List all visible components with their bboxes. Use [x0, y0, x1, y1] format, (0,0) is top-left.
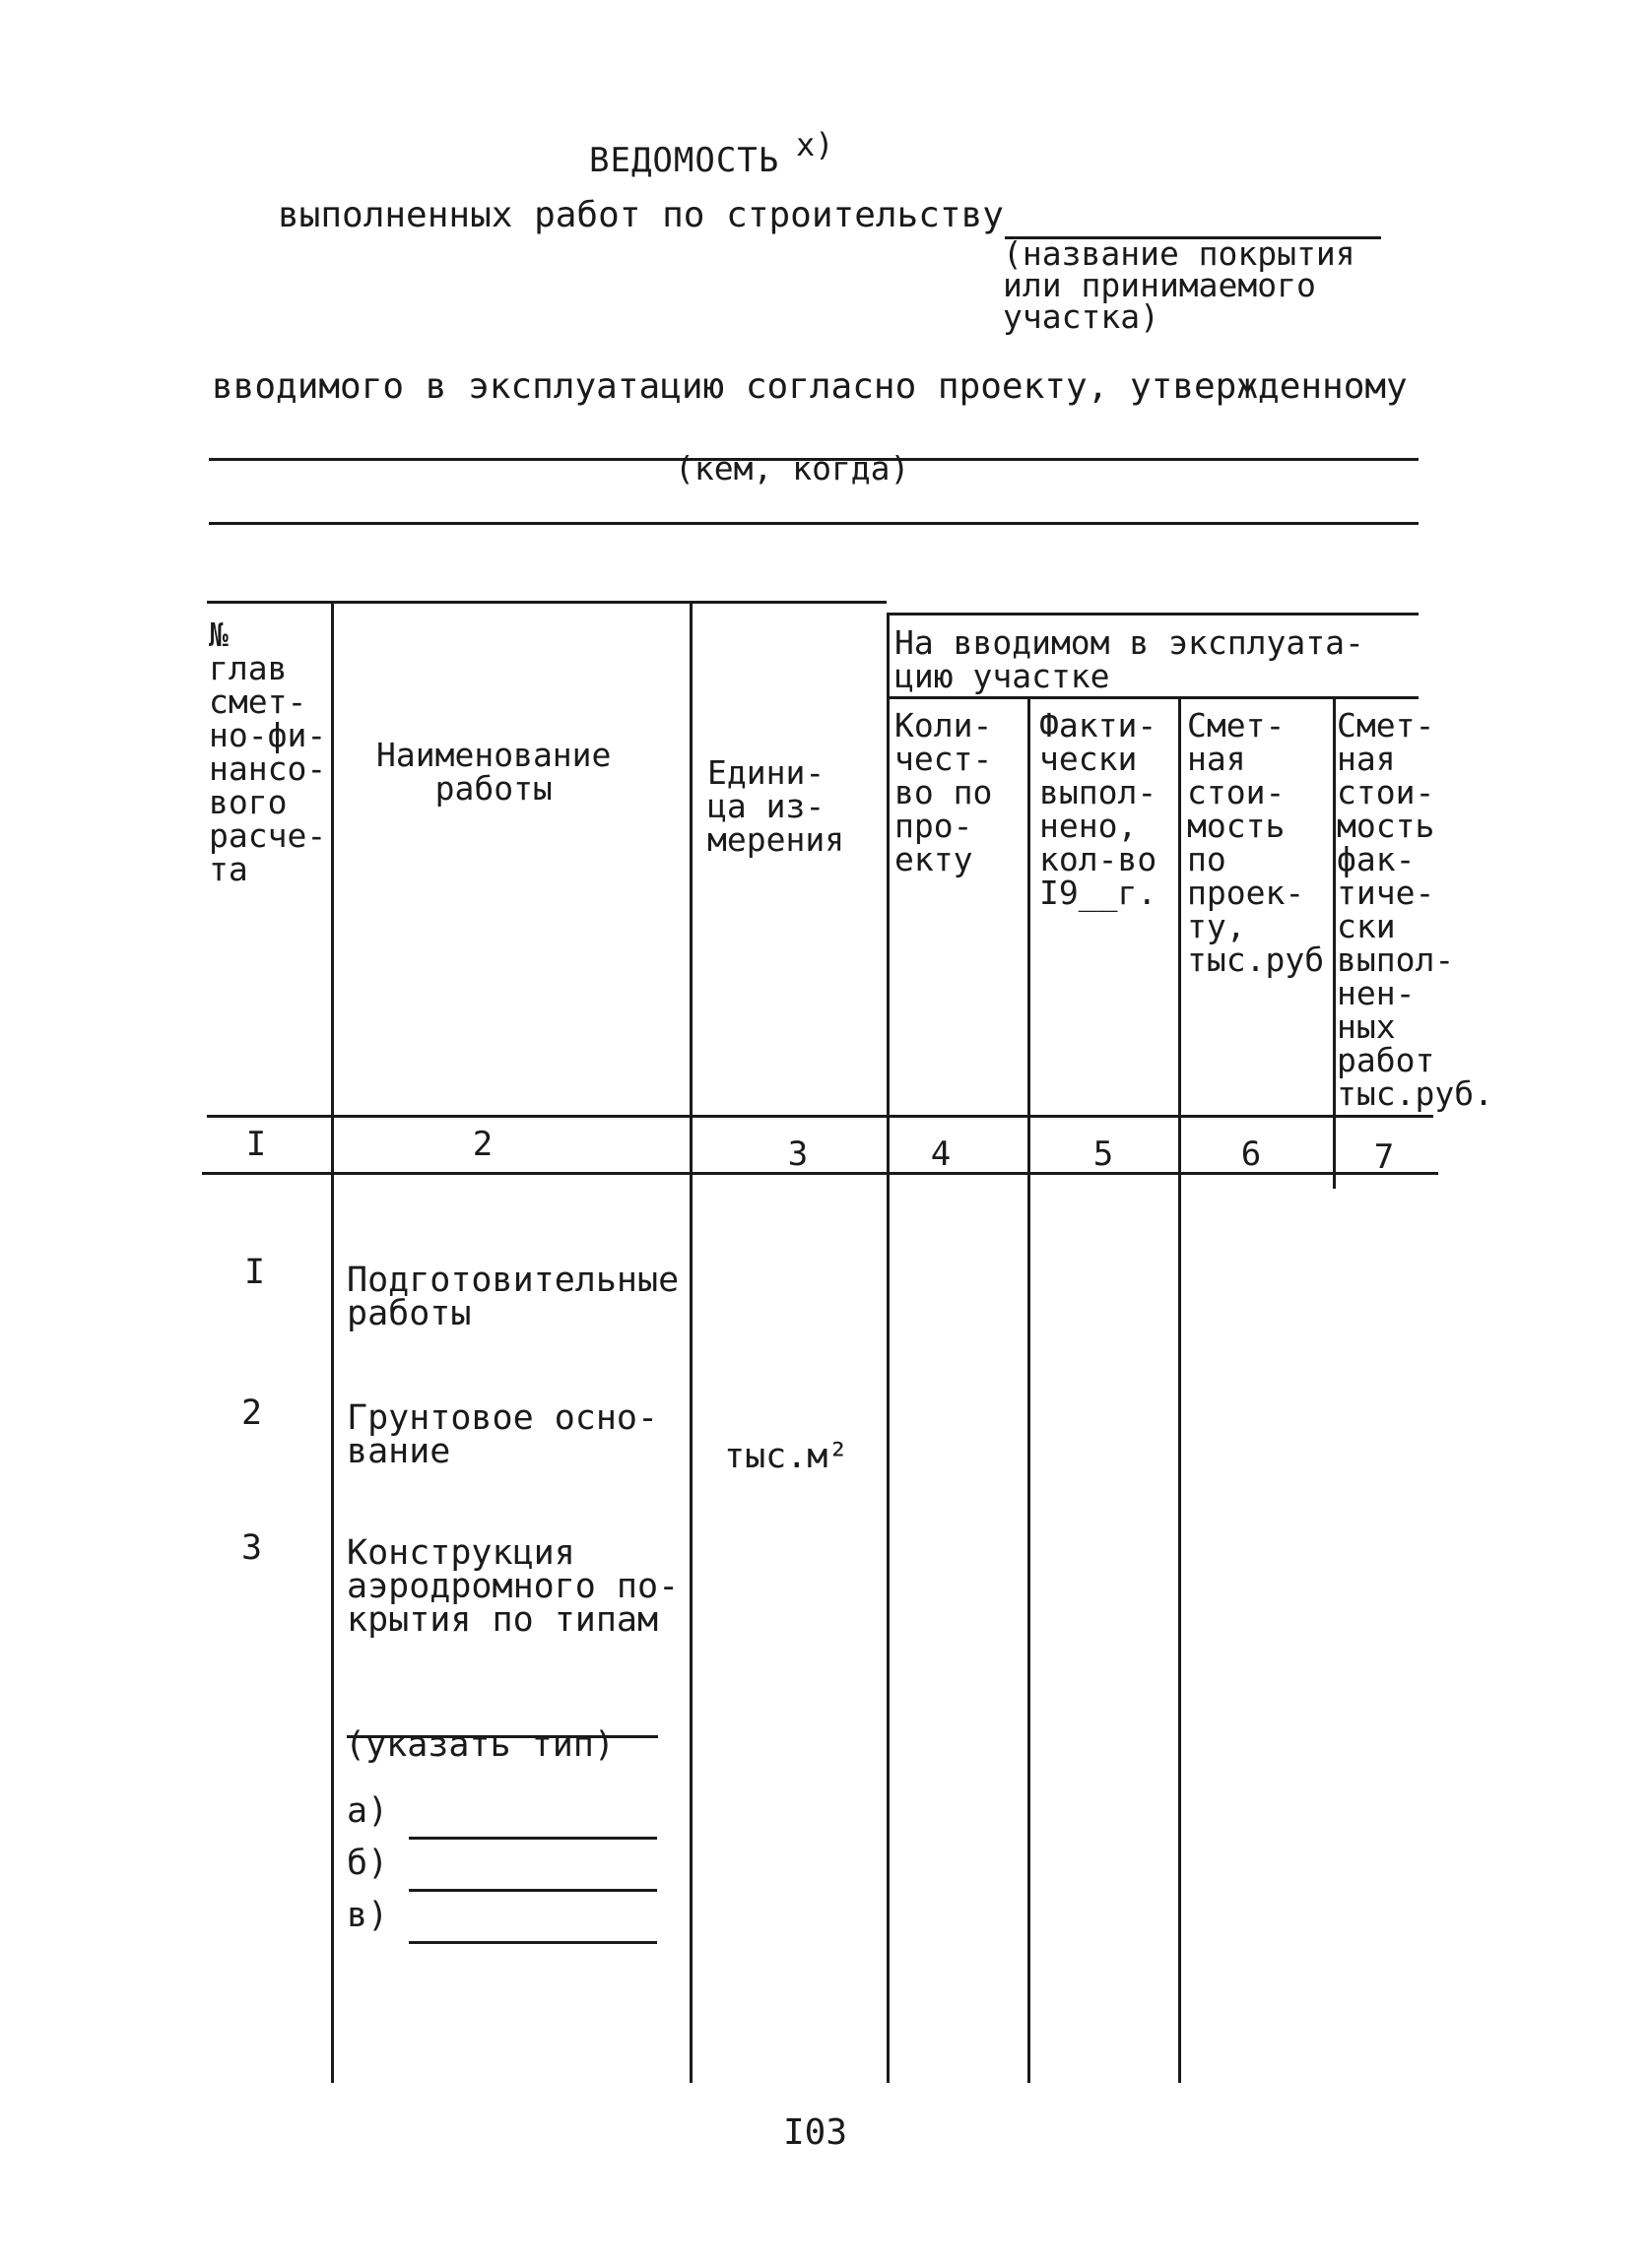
header-work-name: Наименование работы — [376, 736, 612, 808]
cover-name-caption: (название покрытия или принимаемого участка) — [1003, 234, 1355, 336]
table-top-border-left — [207, 601, 887, 604]
col-divider-4 — [1027, 696, 1030, 2083]
header-actual-done: Факти- чески выпол- нено, кол-во I9__г. — [1039, 706, 1157, 912]
header-estimated-cost-actual: Смет- ная стои- мость фак- тиче- ски выпол- нен- ных работ тыс.руб. — [1337, 706, 1493, 1113]
document-title: ВЕДОМОСТЬ — [589, 141, 780, 180]
group-header-divider — [887, 696, 1419, 699]
row-1-number: I — [244, 1253, 266, 1292]
column-number-5: 5 — [1092, 1134, 1114, 1174]
column-number-3: 3 — [787, 1134, 809, 1174]
column-number-6: 6 — [1240, 1134, 1262, 1174]
row-2-name: Грунтовое осно- вание — [347, 1398, 659, 1471]
row-3-number: 3 — [241, 1528, 263, 1568]
title-footnote-mark: х) — [796, 126, 834, 163]
header-estimated-cost: Смет- ная стои- мость по проек- ту, тыс.руб — [1187, 706, 1325, 979]
row-2-unit: тыс.м² — [724, 1437, 849, 1476]
sub-item-b-line — [409, 1889, 657, 1892]
header-quantity-project: Коли- чест- во по про- екту — [894, 706, 993, 878]
header-line-2: вводимого в эксплуатацию согласно проекту, утвержденному — [212, 366, 1408, 407]
header-line-1: выполненных работ по строительству — [278, 195, 1004, 235]
approval-caption: (кем, когда) — [675, 449, 910, 487]
header-chapter-number: № глав смет- но-фи- нансо- вого расче- та — [209, 616, 327, 888]
header-group-section: На вводимом в эксплуата- цию участке — [894, 623, 1364, 695]
type-entry-caption: (указать тип) — [345, 1725, 615, 1765]
row-1-name: Подготовительные работы — [347, 1261, 680, 1333]
sub-item-b-label: б) — [347, 1844, 389, 1883]
sub-item-c-label: в) — [347, 1896, 389, 1935]
approval-underline-2 — [209, 522, 1419, 525]
row-3-name: Конструкция аэродромного по- крытия по типам — [347, 1533, 680, 1640]
page-number: I03 — [783, 2112, 848, 2153]
col-divider-6 — [1333, 696, 1336, 1189]
col-divider-5 — [1178, 696, 1181, 2083]
column-number-4: 4 — [930, 1134, 952, 1174]
sub-item-c-line — [409, 1941, 657, 1944]
row-2-number: 2 — [241, 1393, 263, 1433]
header-unit: Едини- ца из- мерения — [707, 753, 845, 859]
table-top-border-right — [887, 613, 1419, 616]
column-number-2: 2 — [472, 1125, 494, 1164]
column-number-1: I — [245, 1125, 267, 1164]
column-number-7: 7 — [1373, 1137, 1395, 1177]
col-divider-1 — [331, 601, 334, 2083]
header-bottom-border — [207, 1115, 1433, 1118]
col-divider-3 — [887, 613, 890, 2083]
sub-item-a-label: а) — [347, 1791, 389, 1831]
col-divider-2 — [690, 603, 693, 2083]
sub-item-a-line — [409, 1837, 657, 1840]
